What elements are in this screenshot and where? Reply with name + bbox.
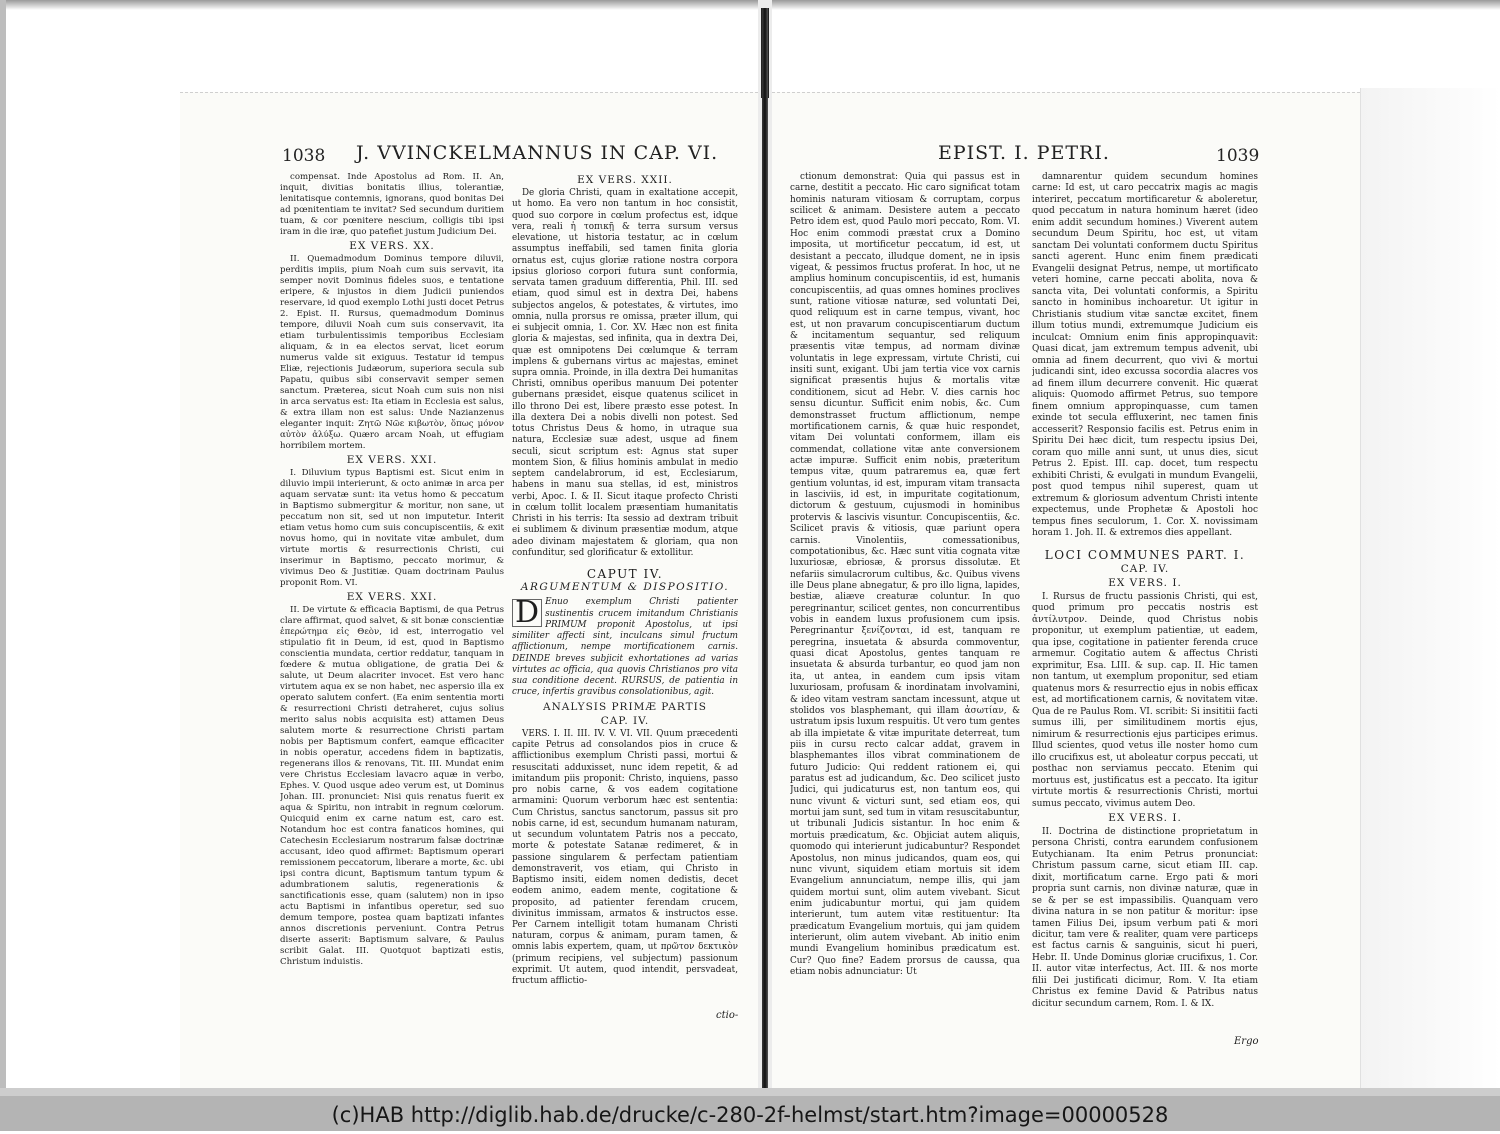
paragraph-text: II. De virtute & efficacia Baptismi, de qua Petrus clare affirmat, quod salvet, & sit bonæ conscientiæ ἐπερώτημα εἰς Θεὸν, id est, interrogatio vel stipulatio fit in Deum, id est, quod in Baptismo conscientia mundata, certior reddatur, tanquam in fœdere & mutua obligatione, de gratia Dei & salute, ut Deum alacriter invocet. Est vero hanc virtutem aqua ex se non habet, nec aspersio illa ex operato salutem confert. (Ea enim sententia morti & resurrectioni Christi detraheret, cujus solius merito salus nobis acquisita est) attamen Deus salutem morte & resurrectione Christi partam nobis per Baptismum confert, eamque efficaciter in nobis operatur, accedens fidem in baptizatis, regenerans illos & renovans, Tit. III. Mundat enim vere Christus Ecclesiam lavacro aquæ in verbo, Ephes. V. Quod usque adeo verum est, ut Dominus Johan. III. pronunciet: Nisi quis renatus fuerit ex aqua & Spiritu, non intrabit in regnum cœlorum. Quicquid enim ex carne natum est, caro est. Notandum hoc est contra fanaticos homines, qui Catechesin Ecclesiarum nostrarum falsæ doctrinæ accusant, ideo quod affirmet: Baptismum operari remissionem peccatorum, liberare a morte, &c. ubi ipsi contra dicunt, Baptismum tantum typum & adumbrationem salutis, regenerationis & sanctificationis esse, quam (salutem) non in ipso actu Baptismi in infantibus operetur, sed suo demum tempore, postea quam baptizati infantes annos discretionis perveniunt. Contra Petrus diserte asserit: Baptismum salvare, & Paulus scribit Galat. III. Quotquot baptizati estis, Christum induistis. — [280, 605, 504, 967]
chapter-heading — [512, 566, 738, 581]
next-page-edge — [1360, 88, 1500, 1092]
section-heading — [512, 702, 738, 713]
text-paragraph — [280, 468, 504, 589]
left-catchword: ctio- — [716, 1010, 739, 1021]
paragraph-text: VERS. I. II. III. IV. V. VI. VII. Quum præcedenti capite Petrus ad consolandos pios in cruce & afflictionibus exemplum Christi passi, mortui & resuscitati adduxisset, nunc idem repetit, & ad imitandum piis proponit: Christo, inquiens, passo pro nobis carne, & vos eadem cogitatione armamini: Quorum verborum hæc est sententia: Cum Christus, sanctus sanctorum, passus sit pro nobis carne, id est, secundum humanam naturam, ut secundum voluntatem Patris nos a peccato, morte & potestate Satanæ redimeret, & in passione singularem & perfectam patientiam demonstraverit, vos etiam, qui Christo in Baptismo insiti, eidem nomen dedistis, decet eodem animo, eadem mente, cogitatione & proposito, ad patienter ferendam crucem, divinitus immissam, armatos & instructos esse. Per Carnem intelligit totam humanam Christi naturam, corpus & animam, puram tamen, & omnis labis expertem, quam, ut πρῶτον δεκτικὸν (primum recipiens, vel subjectum) passionum exprimit. Ut autem, quod intendit, persvadeat, fructum afflictio- — [512, 729, 738, 987]
left-column-1 — [280, 172, 504, 978]
book-spine — [762, 8, 768, 1088]
paragraph-text: EX VERS. XXI. — [346, 454, 438, 466]
left-page-number: 1038 — [282, 146, 326, 166]
section-heading — [280, 592, 504, 603]
paragraph-text: EX VERS. I. — [1108, 812, 1182, 825]
argument-heading — [512, 582, 738, 593]
scan-left-edge — [0, 0, 6, 1098]
section-heading — [512, 175, 738, 186]
paragraph-text: De gloria Christi, quam in exaltatione accepit, ut homo. Ea vero non tantum in hoc consistit, quod suo corpore in cœlum profectus est, idque vera, reali ἡ τοπικῇ & terra sursum versus elevatione, ut historia testatur, ac in cœlum assumptus ineffabili, sed tamen finita gloria ornatus est, cujus gloriæ ratione nostra corpora ipsius glorioso corpori futura sunt conformia, servata tamen graduum differentia, Phil. III. sed etiam, quod simul est in dextra Dei, habens subjectos angelos, & potestates, & virtutes, imo omnia, nulla prorsus re omissa, præter illum, qui ei subjecit omnia, 1. Cor. XV. Hæc non est finita gloria & majestas, sed infinita, qua in dextra Dei, quæ est omnipotens Dei cœlumque & terram implens & gubernans virtus ac majestas, eminet supra omnia. Proinde, in illa dextra Dei humanitas Christi, omnibus operibus manuum Dei potenter gubernans præsidet, eisque quatenus scilicet in illo throno Dei est, libere præsto esse potest. In illa dextera Dei a nobis divelli non potest. Sed totus Christus Deus & homo, in utraque sua natura, Ecclesiæ suæ adest, usque ad finem seculi, sicut scriptum est: Agnus stat super montem Sion, & filius hominis ambulat in medio septem candelabrorum, id est, Ecclesiarum, habens in manu sua stellas, id est, ministros verbi, Apoc. I. & II. Sicut itaque profecto Christi in cœlum tollit localem præsentiam humanitatis Christi in his terris: Ita sessio ad dextram tribuit ei sublimem & divinum præsentiæ modum, atque adeo divinam majestatem & gloriam, qua non confunditur, sed glorificatur & extollitur. — [512, 188, 738, 558]
argument-paragraph — [512, 597, 738, 698]
paragraph-text: compensat. Inde Apostolus ad Rom. II. An, inquit, divitias bonitatis illius, tolerantiæ, lenitatisque contemnis, ignorans, quod bonitas Dei ad pœnitentiam te invitat? Sed secundum duritiem tuam, & cor pœnitere nescium, colligis tibi ipsi iram in die iræ, quo patefiet justum Judicium Dei. — [280, 172, 504, 237]
paragraph-text: I. Rursus de fructu passionis Christi, qui est, quod primum pro peccatis nostris est ἀντίλυτρον. Deinde, quod Christus nobis proponitur, ut exemplum patientiæ, ut eadem, qua ipse, cogitatione in patienter ferenda cruce armemur. Cogitatio autem & affectus Christi exprimitur, Esa. LIII. & sup. cap. II. Hic tamen non tantum, ut exemplum proponitur, sed etiam quatenus mors & resurrectio ejus in nobis efficax est, ad mortificationem carnis, & novitatem vitæ. Qua de re Paulus Rom. VI. scribit: Si insititii facti sumus illi, per similitudinem mortis ejus, nimirum & resurrectionis ejus participes erimus. Illud scientes, quod vetus ille noster homo cum illo crucifixus est, ut aboleatur corpus peccati, ut posthac non serviamus peccato. Etenim qui mortuus est, justificatus est a peccato. Ita igitur virtute mortis & resurrectionis Christi, mortui sumus peccato, vivimus autem Deo. — [1032, 591, 1258, 809]
paragraph-text: CAP. IV. — [1120, 562, 1170, 575]
section-heading — [280, 241, 504, 252]
left-column-2 — [512, 172, 738, 1008]
paragraph-text: Enuo exemplum Christi patienter sustinentis crucem imitandum Christianis PRIMUM proponit Apostolus, ut ipsi similiter affecti sint, inculcans simul fructum afflictionum, nempe mortificationem carnis. DEINDE breves subjicit exhortationes ad varias virtutes ac officia, qua quovis Christianos pro vita sua conditione decent. RURSUS, de patientia in cruce, infertis gravibus consolationibus, agit. — [512, 597, 738, 698]
text-paragraph — [512, 729, 738, 987]
section-heading — [512, 716, 738, 727]
text-paragraph — [280, 254, 504, 452]
scan-bottom-edge — [0, 1088, 1500, 1096]
paragraph-text: EX VERS. I. — [1108, 577, 1182, 590]
text-paragraph — [280, 172, 504, 238]
paragraph-text: LOCI COMMUNES PART. I. — [1044, 547, 1246, 562]
paragraph-text: II. Quemadmodum Dominus tempore diluvii, perditis impiis, pium Noah cum suis servavit, ita semper novit Dominus fideles suos, e tentatione eripere, & injustos in diem Judicii puniendos reservare, id quod exemplo Lothi justi docet Petrus 2. Epist. II. Rursus, quemadmodum Dominus tempore, diluvii Noah cum suis conservavit, ita etiam turbulentissimis temporibus Ecclesiam aliquam, & in ea electos servat, licet eorum numerus valde sit exiguus. Testatur id tempus Eliæ, rejectionis Judæorum, superiora secula sub Papatu, quibus sibi conservavit semper semen sanctum. Præterea, sicut Noah cum suis non nisi in arca servatus est: Ita etiam in Ecclesia est salus, & extra illam non est salus: Unde Nazianzenus eleganter inquit: Ζητῶ Νῶε κιβωτὸν, ὅπως μόνον αὐτὸν ἀλύξω. Quæro arcam Noah, ut effugiam horribilem mortem. — [280, 254, 504, 451]
scan-top-edge — [0, 0, 1500, 10]
paragraph-text: CAPUT IV. — [586, 566, 664, 581]
right-running-head: EPIST. I. PETRI. — [938, 142, 1110, 164]
section-heading — [1032, 564, 1258, 575]
text-paragraph — [790, 172, 1020, 979]
drop-cap: D — [512, 599, 542, 627]
text-paragraph — [1032, 827, 1258, 1011]
text-paragraph — [1032, 172, 1258, 540]
chapter-heading — [1032, 547, 1258, 562]
right-page-number: 1039 — [1216, 146, 1260, 166]
text-paragraph — [1032, 592, 1258, 810]
source-footer: (c)HAB http://diglib.hab.de/drucke/c-280-2f-helmst/start.htm?image=00000528 — [0, 1096, 1500, 1131]
paragraph-text: EX VERS. XXII. — [577, 174, 673, 186]
right-catchword: Ergo — [1234, 1036, 1259, 1047]
paragraph-text: ctionum demonstrat: Quia qui passus est in carne, destitit a peccato. Hic caro significat totam hominis naturam vitiosam & corruptam, corpus scilicet & animam. Desistere autem a peccato Petro idem est, quod Paulo mori peccato, Rom. VI. Hoc enim commodi præstat crux a Domino imposita, ut mortificetur peccatum, id est, ut desistant a peccato, illudque doment, ne in ipsis vigeat, & pessimos fructus proferat. In hoc, ut ne amplius hominum concupiscentiis, id est, humanis concupiscentiis, ad quas omnes homines proclives sunt, ratione vitiosæ naturæ, sed voluntati Dei, quod reliquum est in carne tempus, vivant, hoc est, ut non pravarum concupiscentiarum ductum & incitamentum sequantur, sed reliquum præsentis vitæ tempus, ad normam divinæ voluntatis in lege expressam, virtute Christi, cui insiti sunt, exigant. Ubi jam tertia vice vox carnis significat præsentis hujus & mortalis vitæ conditionem, sicut ad Hebr. V. dies carnis hoc sensu dicuntur. Sufficit enim nobis, &c. Cum demonstrasset fructum afflictionum, nempe mortificationem carnis, & quæ huic respondet, vitam Dei voluntati conformem, illam eis commendat, collatione vitæ ante conversionem actæ impuræ. Sufficit enim nobis, præteritum tempus vitæ, quum patraremus ea, quæ fert gentium voluntas, id est, impuram vitam transacta in lasciviis, id est, in impuritate cogitationum, dictorum & gestuum, cujusmodi in hominibus protervis & lascivis visuntur. Concupiscentiis, &c. Scilicet pravis & vitiosis, quæ pariunt opera carnis. Vinolentiis, comessationibus, compotationibus, &c. Hæc sunt vitia cognata vitæ luxuriosæ, ebriosæ, & prorsus dissolutæ. Et nefariis simulacrorum cultibus, &c. Quibus vivens ille Deus plane abnegatur, & pro illo ligna, lapides, bestiæ, aliæve creaturæ coluntur. In quo peregrinantur, scilicet gentes, non concurrentibus vobis in eandem luxus profusionem cum ipsis. Peregrinantur ξενίζονται, id est, tanquam re peregrina, insuetata & absurda commoventur, quasi dicat Apostolus, gentes tanquam re insuetata & absurda turbantur, eo quod jam non ita, ut antea, in eandem cum ipsis vitam luxuriosam, profusam & inordinatam involvamini, & ideo vitam vestram sanctam incessunt, atque ut stolidos vos blasphemant, qui illam ἀσωτίαν, & ustratum ipsis luxum respuitis. Ut vero tum gentes ab illa impietate & vitæ impuritate deterreat, tum piis in cursu recto calcar addat, gravem in blasphemantes illos vibrat comminationem de futuro Judicio: Qui reddent rationem ei, qui paratus est ad judicandum, &c. Deo scilicet justo Judici, qui judicaturus est, non tantum eos, qui nunc vivunt & victuri sunt, sed etiam eos, qui mortui jam sunt, sed tum in vitam resuscitabuntur, ut tribunali Judicis sistantur. In hoc enim & mortuis prædicatum, &c. Objiciat autem aliquis, quomodo qui interierunt judicabuntur? Respondet Apostolus, non minus judicandos, quam eos, qui nunc vivunt, siquidem etiam mortuis sit idem Evangelium annunciatum, nempe illis, qui jam quidem mortui sunt, olim autem vivebant. Sicut enim judicabuntur mortui, qui jam quidem interierunt, tum autem vitæ restituentur: Ita prædicatum Evangelium mortuis, qui jam quidem interierunt, olim autem vivebant. Ab initio enim mundi Evangelium hominibus prædicatum est. Cur? Quo fine? Eadem prorsus de caussa, qua etiam nobis adnunciatur: Ut — [790, 172, 1020, 978]
right-column-1 — [790, 172, 1020, 994]
paragraph-text: EX VERS. XX. — [349, 240, 435, 252]
paragraph-text: ARGUMENTUM & DISPOSITIO. — [520, 581, 730, 594]
section-heading — [1032, 813, 1258, 824]
paragraph-text: EX VERS. XXI. — [346, 591, 438, 603]
text-paragraph — [280, 605, 504, 968]
paragraph-text: II. Doctrina de distinctione proprietatum in persona Christi, contra earundem confusionem Eutychianam. Ita enim Petrus pronunciat: Christum passum carne, sicut etiam III. cap. dixit, mortificatum carne. Ergo pati & mori propria sunt carnis, non divinæ naturæ, quæ in se & per se est impassibilis. Quanquam vero divina natura in se non patitur & moritur: ipse tamen Filius Dei, ipsum verbum pati & mori dicitur, tam vere & realiter, quam vere particeps est factus carnis & sanguinis, sicut hi pueri, Hebr. II. Unde Dominus gloriæ crucifixus, 1. Cor. II. autor vitæ interfectus, Act. III. & nos morte filii Dei justificati dicimur, Rom. V. Ita etiam Christus ex femine David & Patribus natus dicitur secundum carnem, Rom. I. & IX. — [1032, 826, 1258, 1009]
left-running-head: J. VVINCKELMANNUS IN CAP. VI. — [356, 142, 719, 164]
paragraph-text: I. Diluvium typus Baptismi est. Sicut enim in diluvio impii interierunt, & octo animæ in arca per aquam servatæ sunt: ita vetus homo & peccatum in Baptismo submergitur & moritur, non sane, ut peccatum non sit, sed ut non imputetur. Interit etiam vetus homo cum suis concupiscentiis, & exit novus homo, qui in novitate vitæ ambulet, dum virtute mortis & resurrectionis Christi, cui inserimur in Baptismo, peccato morimur, & vivimus Deo & Justitiæ. Quam doctrinam Paulus proponit Rom. VI. — [280, 468, 504, 588]
paragraph-text: CAP. IV. — [600, 714, 650, 727]
paragraph-text: damnarentur quidem secundum homines carne: Id est, ut caro peccatrix magis ac magis interiret, peccatum mortificaretur & aboleretur, quod peccatum in natura hominum hæret (ideo enim addit secundum homines.) Viverent autem secundum Deum Spiritu, hoc est, ut vitam sanctam Dei voluntati conformem ductu Spiritus sancti agerent. Hunc enim finem prædicati Evangelii designat Petrus, nempe, ut mortificato veteri homine, carne peccati abolita, nova & sancta vita, Dei voluntati conformis, a Spiritu sancto in hominibus inchoaretur. Ut igitur in Christianis studium vitæ sanctæ excitet, finem illum totius mundi, extremumque Judicium eis inculcat: Omnium enim finis appropinquavit: Quasi dicat, jam extremum tempus advenit, ubi omnia ad finem decurrent, quo vivi & mortui judicandi sint, ideo excussa socordia alacres vos ad finem illum decurrere convenit. Hic quærat aliquis: Quomodo affirmet Petrus, suo tempore finem omnium appropinquasse, cum tamen exinde tot secula effluxerint, nec tamen finis accesserit? Responsio facilis est. Petrus enim in Spiritu Dei hæc dicit, tum respectu ipsius Dei, coram quo mille anni sunt, ut unus dies, sicut Petrus 2. Epist. III. cap. docet, tum respectu exhibiti Christi, & evulgati in mundum Evangelii, post quod tempus nihil superest, quam ut extremum & gloriosum adventum Christi intente expectemus, unde Prophetæ & Apostoli hoc tempus fines seculorum, 1. Cor. X. novissimam horam 1. Joh. II. & extremos dies appellant. — [1032, 172, 1258, 539]
paragraph-text: ANALYSIS PRIMÆ PARTIS — [543, 700, 707, 713]
text-paragraph — [512, 188, 738, 559]
section-heading — [1032, 578, 1258, 589]
section-heading — [280, 455, 504, 466]
right-column-2 — [1032, 172, 1258, 1034]
